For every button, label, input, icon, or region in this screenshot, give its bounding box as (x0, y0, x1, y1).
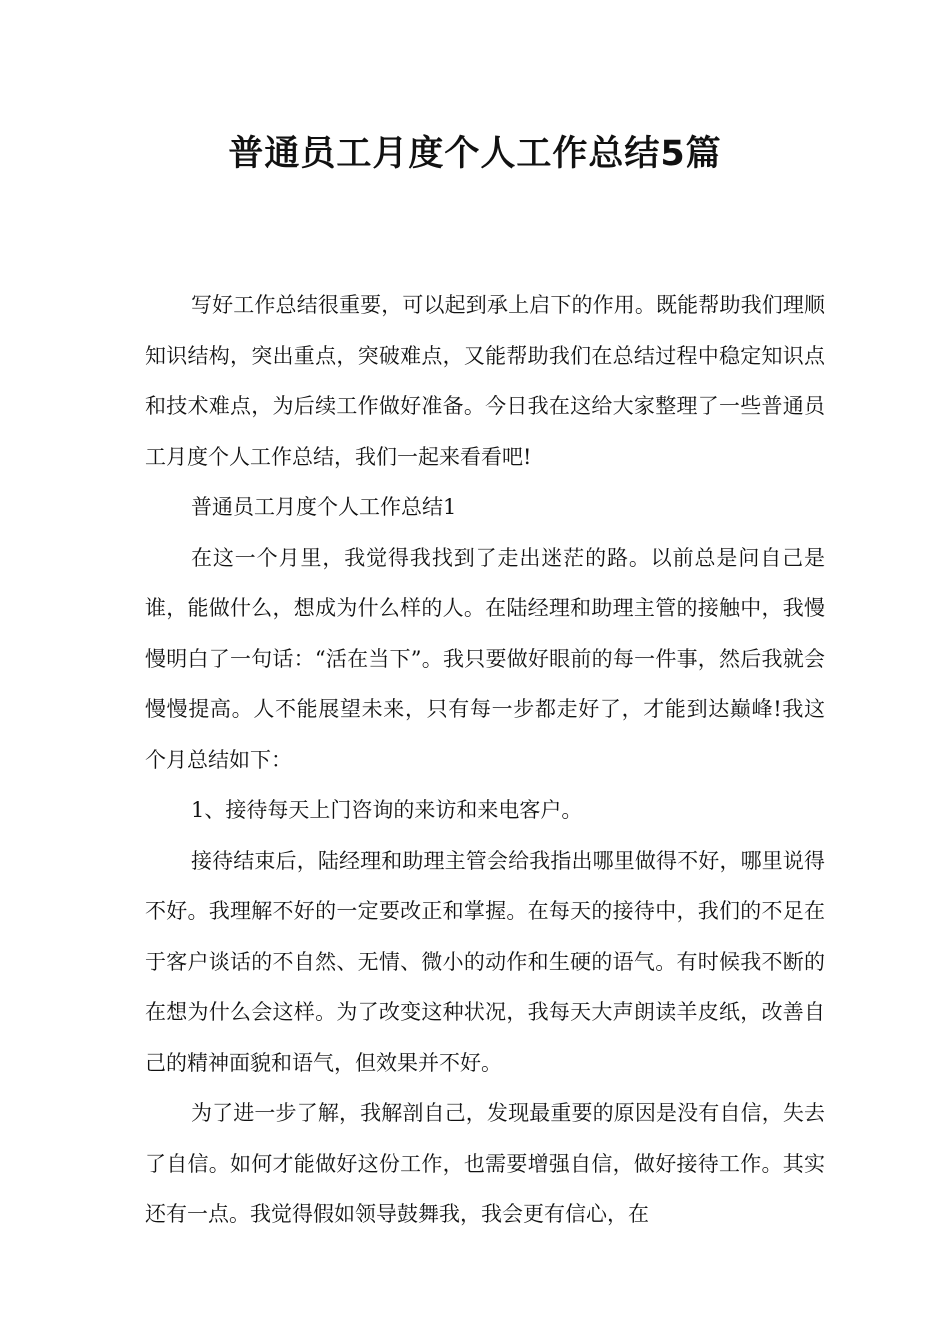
document-title: 普通员工月度个人工作总结5篇 (228, 134, 722, 174)
section-heading: 普通员工月度个人工作总结1 (191, 495, 457, 519)
intro-paragraph: 写好工作总结很重要，可以起到承上启下的作用。既能帮助我们理顺知识结构，突出重点，突破难点，又能帮助我们在总结过程中稳定知识点和技术难点，为后续工作做好准备。今日我在这给大家整理了一些普通员工月度个人工作总结，我们一起来看看吧! (145, 293, 825, 469)
list-item-heading: 1、接待每天上门咨询的来访和来电客户。 (191, 798, 583, 822)
body-paragraph: 在这一个月里，我觉得我找到了走出迷茫的路。以前总是问自己是谁，能做什么，想成为什么样的人。在陆经理和助理主管的接触中，我慢慢明白了一句话：“活在当下”。我只要做好眼前的每一件事，然后我就会慢慢提高。人不能展望未来，只有每一步都走好了，才能到达巅峰!我这个月总结如下： (145, 545, 825, 772)
body-paragraph: 接待结束后，陆经理和助理主管会给我指出哪里做得不好，哪里说得不好。我理解不好的一定要改正和掌握。在每天的接待中，我们的不足在于客户谈话的不自然、无情、微小的动作和生硬的语气。有时候我不断的在想为什么会这样。为了改变这种状况，我每天大声朗读羊皮纸，改善自己的精神面貌和语气，但效果并不好。 (145, 848, 825, 1075)
document-body (145, 280, 825, 1240)
body-paragraph: 为了进一步了解，我解剖自己，发现最重要的原因是没有自信，失去了自信。如何才能做好这份工作，也需要增强自信，做好接待工作。其实还有一点。我觉得假如领导鼓舞我，我会更有信心，在 (145, 1101, 825, 1226)
